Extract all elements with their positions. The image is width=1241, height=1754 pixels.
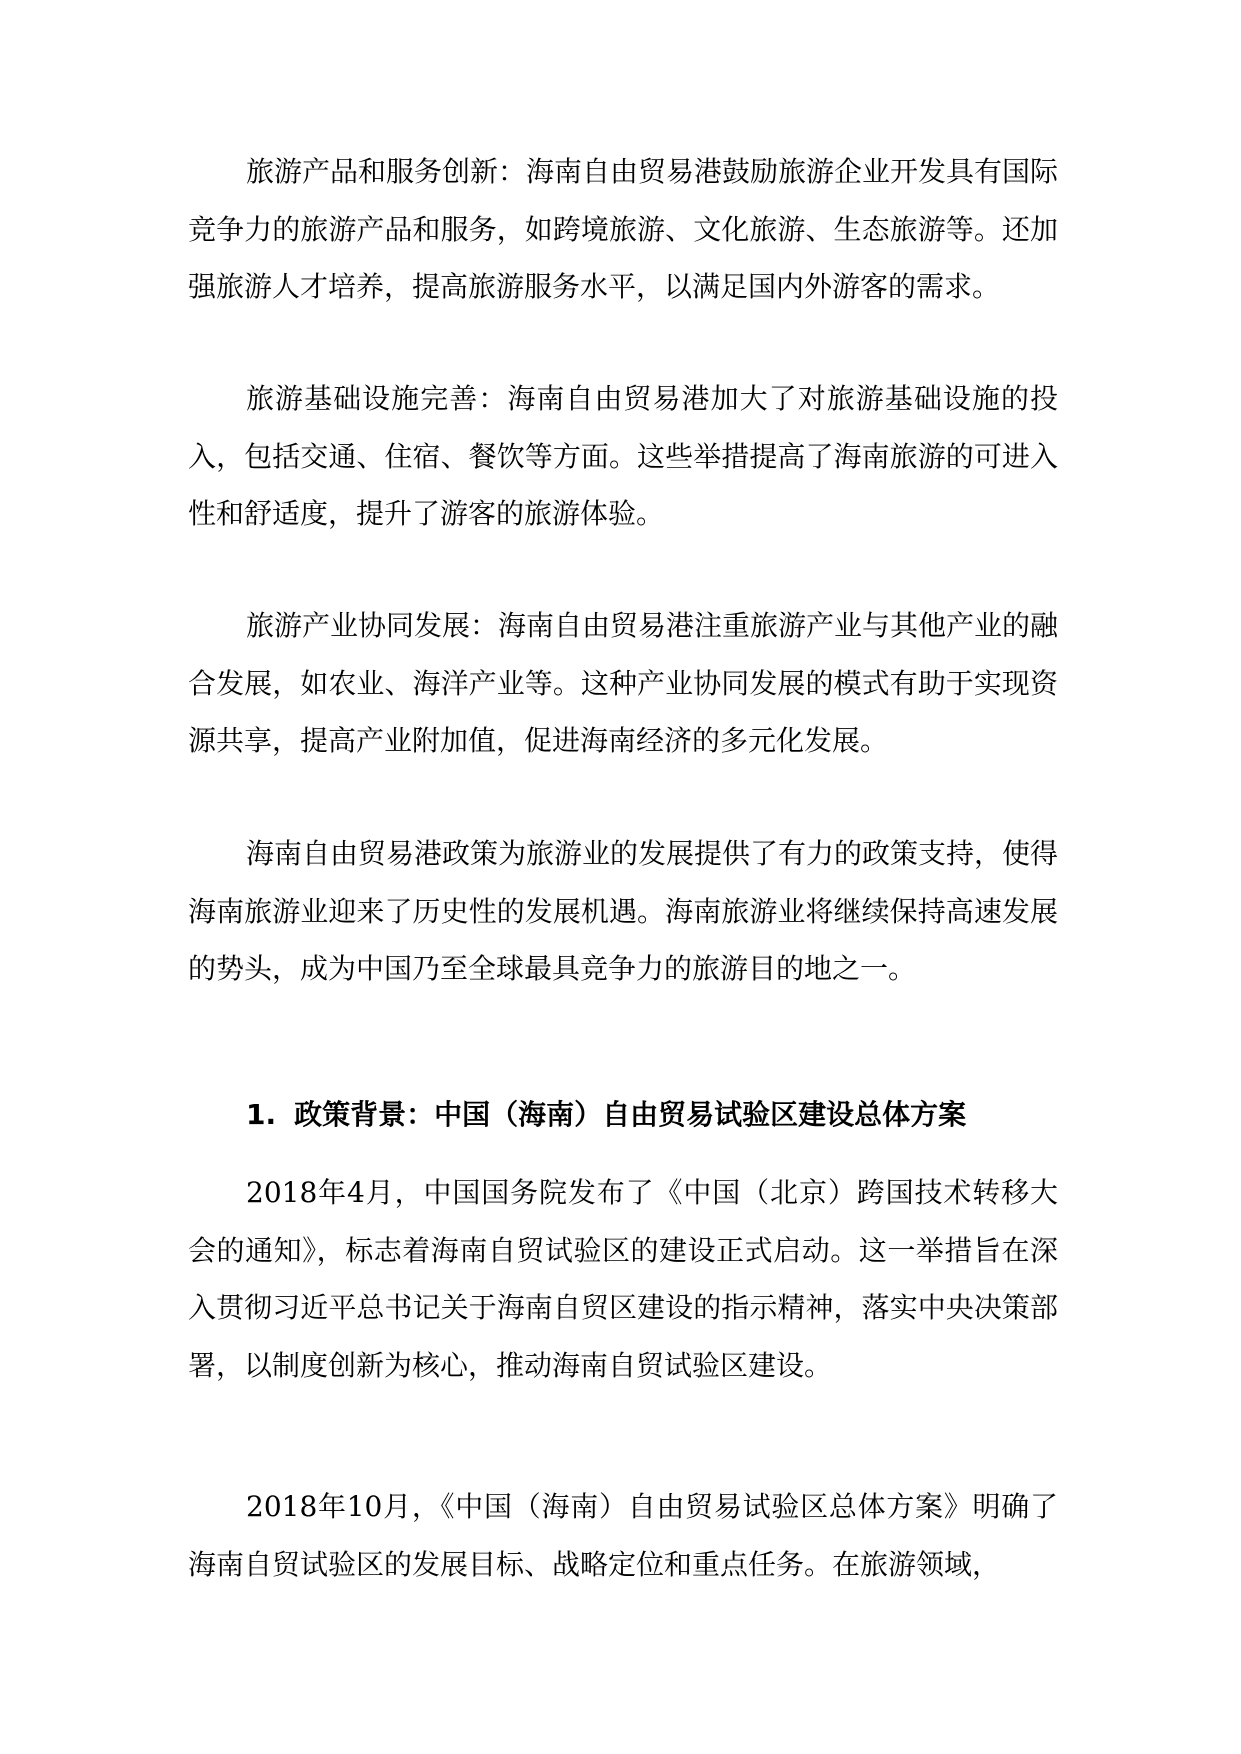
section-heading [246,1086,1058,1144]
paragraph-industry-synergy: 旅游产业协同发展：海南自由贸易港注重旅游产业与其他产业的融合发展，如农业、海洋产业等。这种产业协同发展的模式有助于实现资源共享，提高产业附加值，促进海南经济的多元化发展。 [188,609,1059,758]
paragraph-tourism-products-innovation: 旅游产品和服务创新：海南自由贸易港鼓励旅游企业开发具有国际竞争力的旅游产品和服务，如跨境旅游、文化旅游、生态旅游等。还加强旅游人才培养，提高旅游服务水平，以满足国内外游客的需求。 [188,155,1059,304]
paragraph-policy-support-summary: 海南自由贸易港政策为旅游业的发展提供了有力的政策支持，使得海南旅游业迎来了历史性的发展机遇。海南旅游业将继续保持高速发展的势头，成为中国乃至全球最具竞争力的旅游目的地之一。 [188,837,1059,986]
paragraph-october-2018-plan: 2018年10月，《中国（海南）自由贸易试验区总体方案》明确了海南自贸试验区的发展目标、战略定位和重点任务。在旅游领域， [188,1490,1058,1581]
paragraph-tourism-infrastructure: 旅游基础设施完善：海南自由贸易港加大了对旅游基础设施的投入，包括交通、住宿、餐饮等方面。这些举措提高了海南旅游的可进入性和舒适度，提升了游客的旅游体验。 [188,382,1058,531]
section-title: 政策背景：中国（海南）自由贸易试验区建设总体方案 [294,1098,967,1131]
section-number: 1. [246,1098,277,1131]
paragraph-april-2018-launch: 2018年4月，中国国务院发布了《中国（北京）跨国技术转移大会的通知》，标志着海南自贸试验区的建设正式启动。这一举措旨在深入贯彻习近平总书记关于海南自贸区建设的指示精神，落实中央决策部署，以制度创新为核心，推动海南自贸试验区建设。 [188,1176,1058,1382]
